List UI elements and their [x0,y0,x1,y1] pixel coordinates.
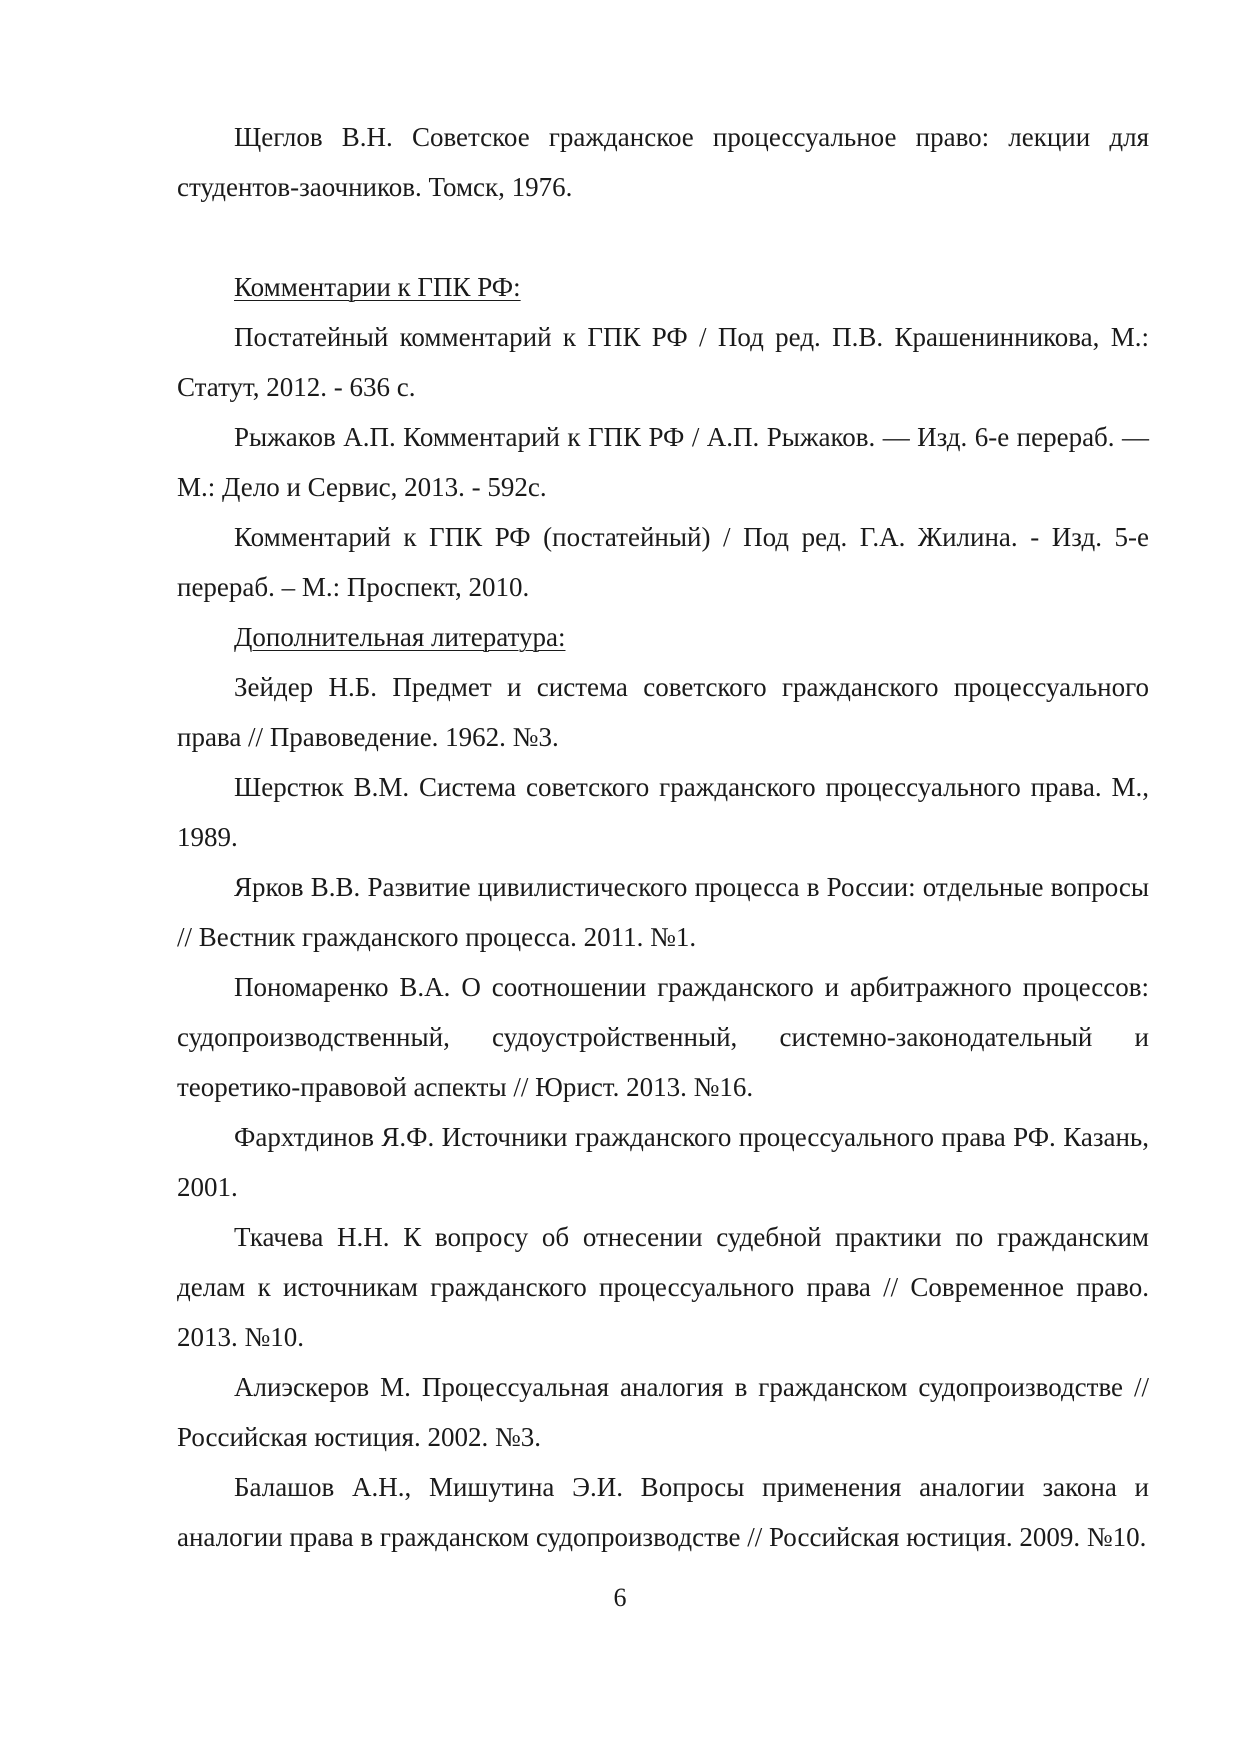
bibliography-entry: Алиэскеров М. Процессуальная аналогия в гражданском судопроизводстве // Российская юстиция. 2002. №3. [177,1372,1149,1452]
bibliography-entry: Фархтдинов Я.Ф. Источники гражданского процессуального права РФ. Казань, 2001. [177,1122,1149,1202]
bibliography-entry: Балашов А.Н., Мишутина Э.И. Вопросы применения аналогии закона и аналогии права в гражданском судопроизводстве // Российская юстиция. 2009. №10. [177,1472,1149,1552]
bibliography-entry: Щеглов В.Н. Советское гражданское процессуальное право: лекции для студентов-заочников. Томск, 1976. [177,122,1149,202]
section-heading-commentaries [177,262,1149,312]
bibliography-content [177,112,1149,1562]
section-gap [177,212,1149,262]
section-heading-text: Комментарии к ГПК РФ: [234,272,521,302]
section-heading-additional-literature [177,612,1149,662]
bibliography-entry: Зейдер Н.Б. Предмет и система советского гражданского процессуального права // Правоведение. 1962. №3. [177,672,1149,752]
bibliography-entry: Постатейный комментарий к ГПК РФ / Под ред. П.В. Крашенинникова, М.: Статут, 2012. - 636 с. [177,322,1149,402]
bibliography-entry: Пономаренко В.А. О соотношении гражданского и арбитражного процессов: судопроизводственный, судоустройственный, системно-законодательный и теоретико-правовой аспекты // Юрист. 2013. №16. [177,972,1149,1102]
section-heading-text: Дополнительная литература: [234,622,566,652]
page-number: 6 [613,1583,627,1612]
bibliography-entry: Ярков В.В. Развитие цивилистического процесса в России: отдельные вопросы // Вестник гражданского процесса. 2011. №1. [177,872,1149,952]
bibliography-entry: Ткачева Н.Н. К вопросу об отнесении судебной практики по гражданским делам к источникам гражданского процессуального права // Современное право. 2013. №10. [177,1222,1149,1352]
bibliography-entry: Шерстюк В.М. Система советского гражданского процессуального права. М., 1989. [177,772,1149,852]
bibliography-entry: Комментарий к ГПК РФ (постатейный) / Под ред. Г.А. Жилина. - Изд. 5-е перераб. – М.: Проспект, 2010. [177,522,1149,602]
bibliography-entry: Рыжаков А.П. Комментарий к ГПК РФ / А.П. Рыжаков. — Изд. 6-е перераб. — М.: Дело и Сервис, 2013. - 592с. [177,422,1149,502]
